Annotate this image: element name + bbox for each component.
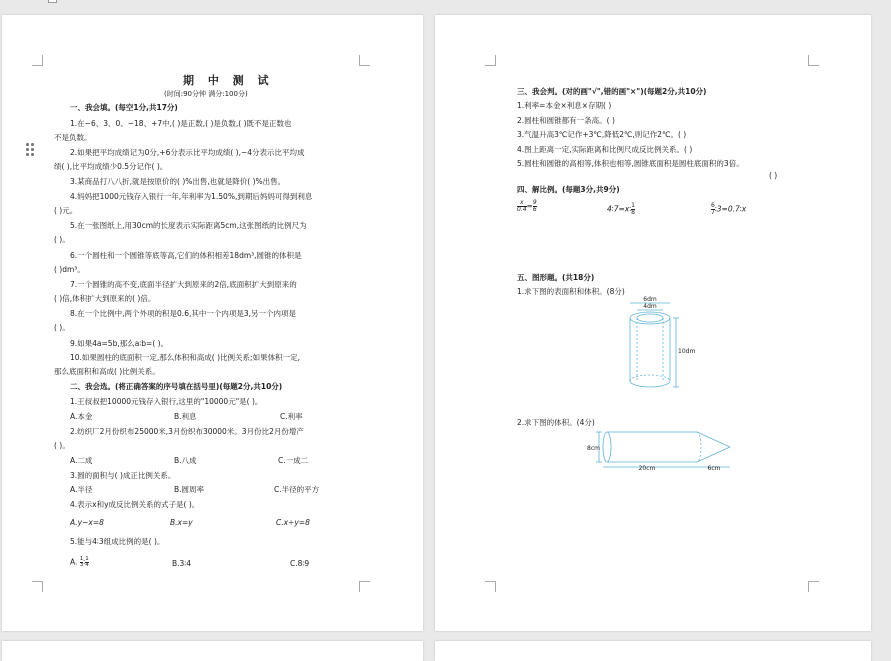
outer-diameter-label: 6dm: [643, 296, 657, 303]
question-line: 1.利率=本金×利息×存期( ): [517, 101, 612, 110]
hollow-cylinder-figure: [615, 295, 695, 390]
question-line: 2.纺织厂2月份织布25000米,3月份织布30000米。3月份比2月份增产: [70, 427, 304, 436]
question-line: 那么底面积和高成( )比例关系。: [54, 367, 160, 376]
drag-handle-icon[interactable]: [26, 143, 34, 157]
diameter-label: 8cm: [587, 445, 600, 452]
question-line: 不是负数。: [54, 133, 92, 142]
question-line: ( )。: [54, 235, 70, 244]
top-strip: [0, 0, 891, 4]
crop-mark: [359, 581, 370, 592]
fraction: $\frac{1}{3}$: [79, 556, 84, 568]
toolbar-fragment-icon: [48, 0, 57, 3]
question-line: 1.在−6、3、0、−18、+7中,( )是正数,( )是负数,( )既不是正数也: [70, 119, 292, 128]
question-line: ( )倍,体积扩大到原来的( )倍。: [54, 294, 156, 303]
question-line: 3.气温升高3℃记作+3℃,降低2℃,则记作2℃。( ): [517, 130, 687, 139]
question-line: 4.图上距离一定,实际距离和比例尺成反比例关系。( ): [517, 145, 693, 154]
fraction: $\frac{1}{8}$: [631, 202, 635, 216]
inner-diameter-label: 4dm: [643, 303, 657, 310]
crop-mark: [485, 55, 496, 66]
proportion-2: $4∶7=x∶\frac{1}{8}$: [607, 202, 635, 216]
proportion-1: $\frac{x}{0.4}$ $=\frac{9}{6}$: [517, 199, 537, 213]
question-line: ( )。: [54, 323, 70, 332]
fraction: $\frac{6}{7}$: [711, 202, 715, 216]
question-line: 2.求下图的体积。(4分): [517, 418, 595, 427]
option-c: C.半径的平方: [274, 485, 320, 494]
section-4-heading: 四、解比例。(每题3分,共9分): [517, 185, 620, 194]
answer-brackets: ( ): [769, 171, 778, 180]
height-label: 10dm: [678, 348, 695, 355]
document-page-4: [435, 641, 871, 661]
question-line: 5.在一张图纸上,用30cm的长度表示实际距离5cm,这张图纸的比例尺为: [70, 221, 307, 230]
document-page-3: [2, 641, 423, 661]
document-page-2: [435, 15, 871, 631]
question-line: ( )元。: [54, 206, 78, 215]
document-page-1: [2, 15, 423, 631]
fraction: $\frac{x}{0.4}$: [517, 199, 527, 213]
question-line: 1.王叔叔把10000元钱存入银行,这里的"10000元"是( )。: [70, 397, 263, 406]
crop-mark: [32, 581, 43, 592]
option-b: B.圆周率: [174, 485, 205, 494]
cone-length-label: 6cm: [707, 465, 721, 472]
question-line: 3.某商品打八八折,就是按原价的( )%出售,也就是降价( )%出售。: [70, 177, 286, 186]
option-b: B.八成: [174, 456, 197, 465]
crop-mark: [808, 55, 819, 66]
doc-subtitle: (时间:90分钟 满分:100分): [164, 90, 248, 98]
question-line: 1.求下图的表面积和体积。(8分): [517, 287, 625, 296]
crop-mark: [32, 55, 43, 66]
question-line: 2.如果把平均成绩记为0分,+6分表示比平均成绩( ),−4分表示比平均成: [70, 148, 305, 157]
question-line: 6.一个圆柱和一个圆锥等底等高,它们的体积相差18dm³,圆锥的体积是: [70, 251, 302, 260]
section-1-heading: 一、我会填。(每空1分,共17分): [70, 103, 178, 112]
option-c: C.利率: [280, 412, 303, 421]
option-a: A. $\frac{1}{3}$ $∶\frac{1}{4}$: [70, 556, 89, 568]
question-line: 10.如果圆柱的底面积一定,那么体积和高成( )比例关系;如果体积一定,: [70, 353, 300, 362]
doc-title: 期 中 测 试: [183, 74, 274, 87]
question-line: ( )。: [54, 441, 70, 450]
section-5-heading: 五、图形题。(共18分): [517, 273, 595, 282]
section-3-heading: 三、我会判。(对的画"√",错的画"×")(每题2分,共10分): [517, 87, 707, 96]
question-line: 8.在一个比例中,两个外项的积是0.6,其中一个内项是3,另一个内项是: [70, 309, 297, 318]
section-2-heading: 二、我会选。(将正确答案的序号填在括号里)(每题2分,共10分): [70, 382, 283, 391]
question-line: 2.圆柱和圆锥都有一条高。( ): [517, 116, 615, 125]
option-a: A.二成: [70, 456, 93, 465]
cylinder-cone-figure: [587, 425, 737, 480]
option-c: C.8∶9: [290, 559, 310, 568]
question-line: 4.妈妈把1000元钱存入银行一年,年利率为1.50%,到期后妈妈可得到利息: [70, 192, 313, 201]
proportion-3: $\frac{6}{7}$ ∶3=0.7∶x: [711, 202, 747, 216]
crop-mark: [808, 581, 819, 592]
crop-mark: [359, 55, 370, 66]
option-b: B.x=y: [170, 518, 193, 527]
question-line: 5.能与4∶3组成比例的是( )。: [70, 537, 165, 546]
option-b: B.利息: [174, 412, 197, 421]
question-line: 9.如果4a=5b,那么a∶b=( )。: [70, 339, 169, 348]
question-line: 绩( ),比平均成绩少0.5分记作( )。: [54, 162, 168, 171]
question-line: 7.一个圆锥的高不变,底面半径扩大到原来的2倍,底面积扩大到原来的: [70, 280, 297, 289]
fraction: $\frac{1}{4}$: [85, 556, 89, 568]
option-b: B.3∶4: [172, 559, 192, 568]
crop-mark: [485, 581, 496, 592]
question-line: ( )dm³。: [54, 265, 85, 274]
option-c: C.x÷y=8: [276, 518, 310, 527]
cylinder-length-label: 20cm: [638, 465, 656, 472]
question-line: 4.表示x和y成反比例关系的式子是( )。: [70, 500, 200, 509]
question-line: 5.圆柱和圆锥的高相等,体积也相等,圆锥底面积是圆柱底面积的3倍。: [517, 159, 744, 168]
option-a: A.半径: [70, 485, 93, 494]
question-line: 3.圆的面积与( )成正比例关系。: [70, 471, 176, 480]
option-a: A.本金: [70, 412, 93, 421]
option-c: C.一成二: [278, 456, 309, 465]
option-a: A.y−x=8: [70, 518, 104, 527]
fraction: $\frac{9}{6}$: [532, 199, 537, 213]
